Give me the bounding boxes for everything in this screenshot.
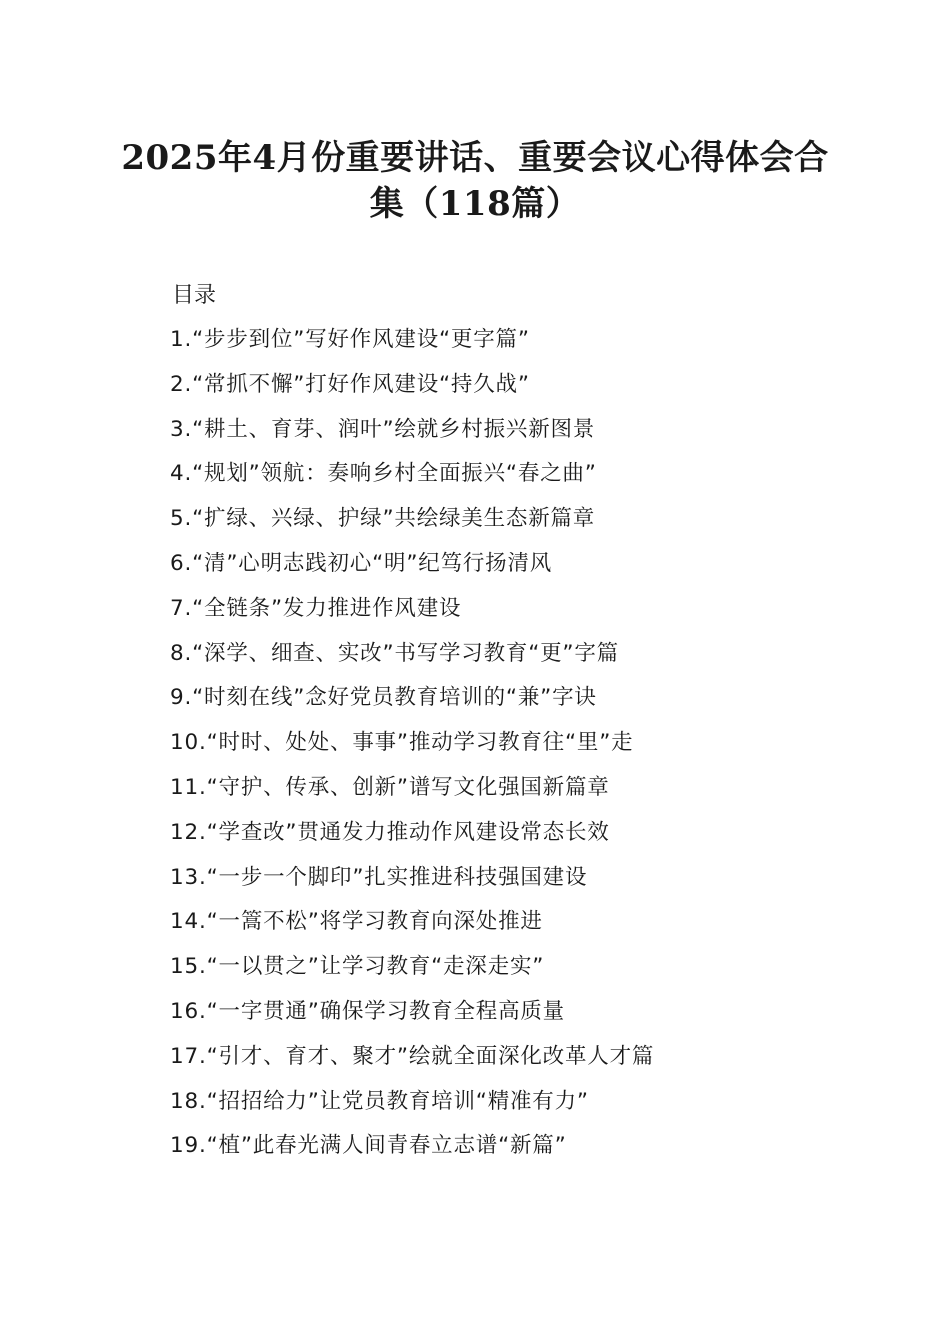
toc-item: 14.“一篙不松”将学习教育向深处推进 <box>170 909 543 935</box>
toc-item: 8.“深学、细查、实改”书写学习教育“更”字篇 <box>170 640 619 666</box>
toc-item: 1.“步步到位”写好作风建设“更字篇” <box>170 327 530 352</box>
title-line-1: 2025年4月份重要讲话、重要会议心得体会合 <box>121 138 829 178</box>
toc-item: 12.“学查改”贯通发力推动作风建设常态长效 <box>170 819 610 845</box>
toc-item: 3.“耕土、育芽、润叶”绘就乡村振兴新图景 <box>170 416 596 442</box>
toc-item: 4.“规划”领航：奏响乡村全面振兴“春之曲” <box>170 461 597 487</box>
document-title <box>95 135 855 227</box>
toc-item: 17.“引才、育才、聚才”绘就全面深化改革人才篇 <box>170 1043 655 1069</box>
toc-item: 5.“扩绿、兴绿、护绿”共绘绿美生态新篇章 <box>170 506 596 532</box>
toc-item: 2.“常抓不懈”打好作风建设“持久战” <box>170 371 530 397</box>
toc-item: 10.“时时、处处、事事”推动学习教育往“里”走 <box>170 730 634 756</box>
toc-item: 18.“招招给力”让党员教育培训“精准有力” <box>170 1088 589 1114</box>
toc-item: 19.“植”此春光满人间青春立志谱“新篇” <box>170 1133 567 1159</box>
toc-heading: 目录 <box>172 283 217 308</box>
toc-item: 6.“清”心明志践初心“明”纪笃行扬清风 <box>170 550 553 576</box>
title-line-2: 集（118篇） <box>369 184 581 224</box>
toc-item: 7.“全链条”发力推进作风建设 <box>170 595 462 621</box>
toc-item: 16.“一字贯通”确保学习教育全程高质量 <box>170 998 565 1024</box>
toc-item: 11.“守护、传承、创新”谱写文化强国新篇章 <box>170 774 610 800</box>
toc-item: 9.“时刻在线”念好党员教育培训的“兼”字诀 <box>170 685 597 711</box>
toc-item: 13.“一步一个脚印”扎实推进科技强国建设 <box>170 864 588 890</box>
toc-item: 15.“一以贯之”让学习教育“走深走实” <box>170 954 545 980</box>
toc-list <box>170 324 810 1175</box>
